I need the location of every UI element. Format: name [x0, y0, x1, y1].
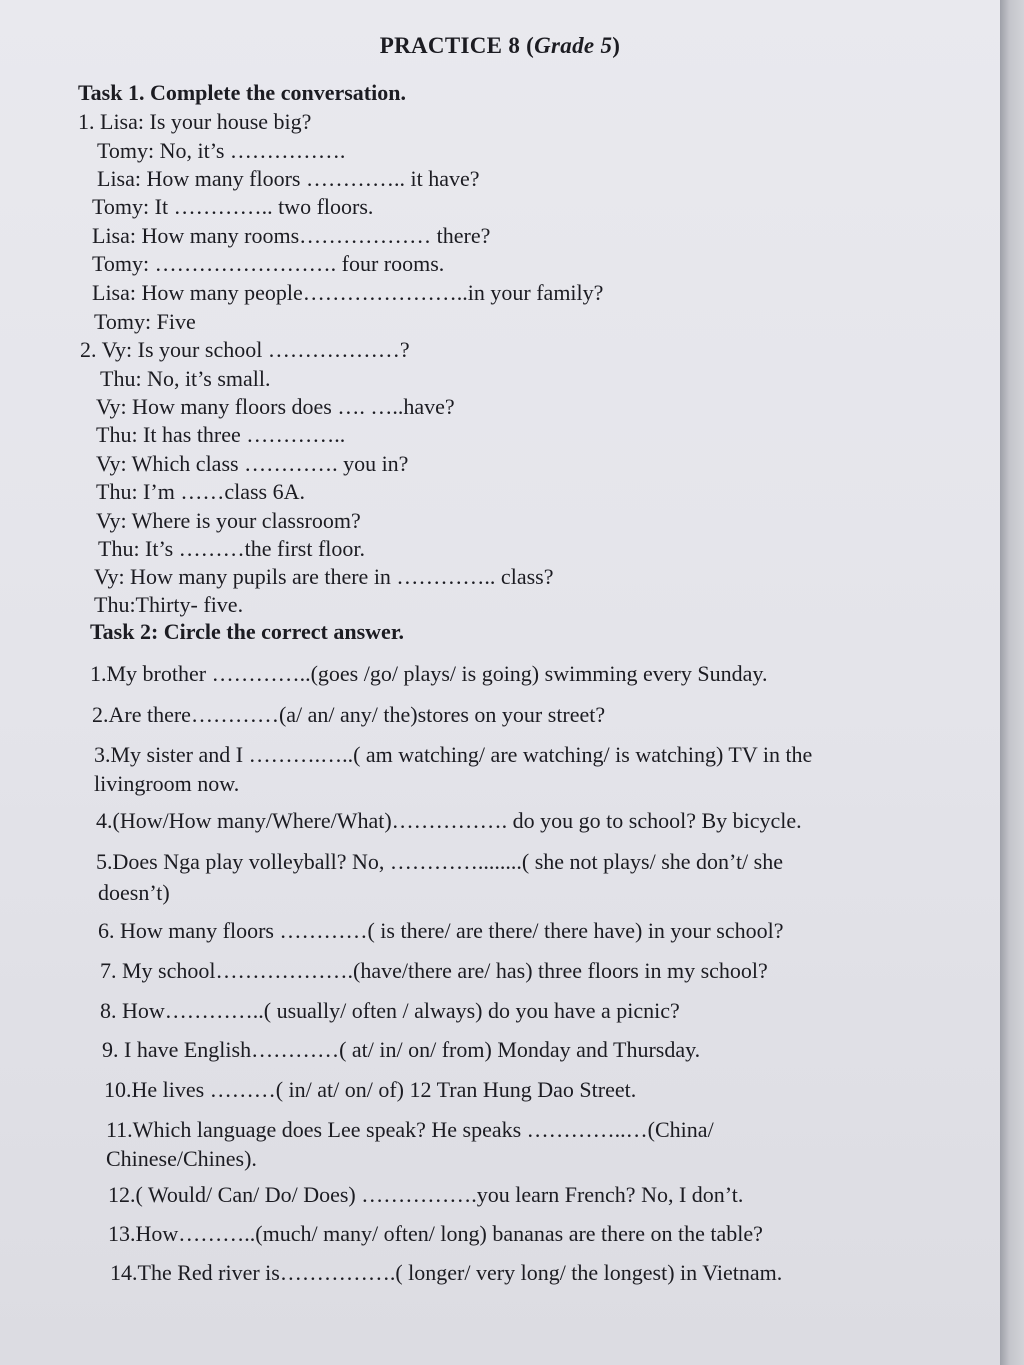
task1-line: Tomy: ……………………. four rooms. [92, 251, 445, 276]
task1-line: Vy: Where is your classroom? [96, 508, 361, 533]
task2-line: 8. How…………..( usually/ often / always) do you have a picnic? [100, 998, 680, 1023]
task1-line: Vy: How many floors does …. …..have? [96, 394, 455, 419]
task2-line: 1.My brother …………..(goes /go/ plays/ is going) swimming every Sunday. [90, 661, 768, 686]
task1-line: Lisa: How many floors ………….. it have? [97, 166, 480, 191]
task1-line: Thu: No, it’s small. [100, 366, 271, 391]
task2-line: 12.( Would/ Can/ Do/ Does) …………….you learn French? No, I don’t. [108, 1182, 744, 1207]
task2-line: 10.He lives ………( in/ at/ on/ of) 12 Tran Hung Dao Street. [104, 1077, 637, 1102]
task2-line: 13.How………..(much/ many/ often/ long) bananas are there on the table? [108, 1221, 763, 1246]
task1-heading: Task 1. Complete the conversation. [78, 80, 406, 105]
task1-line: Thu: I’m ……class 6A. [96, 479, 305, 504]
task2-line: 14.The Red river is…………….( longer/ very long/ the longest) in Vietnam. [110, 1260, 783, 1285]
task2-line: 4.(How/How many/Where/What)……………. do you go to school? By bicycle. [96, 808, 802, 833]
task2-line: 11.Which language does Lee speak? He speaks …………..…(China/ [106, 1117, 714, 1142]
task1-line: Vy: Which class …………. you in? [96, 451, 409, 476]
task2-line: 6. How many floors …………( is there/ are there/ there have) in your school? [98, 918, 784, 943]
task1-line: Lisa: How many people…………………..in your family? [92, 280, 604, 305]
task1-line: Thu: It has three ………….. [96, 422, 346, 447]
task2-line: 2.Are there…………(a/ an/ any/ the)stores on your street? [92, 702, 606, 727]
task2-line: 9. I have English…………( at/ in/ on/ from) Monday and Thursday. [102, 1037, 701, 1062]
table-background [1000, 0, 1024, 1365]
task2-line: 7. My school……………….(have/there are/ has) three floors in my school? [100, 958, 768, 983]
task2-line: doesn’t) [98, 880, 170, 905]
title-text: PRACTICE 8 ( [379, 33, 535, 58]
task1-line: Tomy: Five [94, 309, 196, 334]
task1-line: Tomy: It ………….. two floors. [92, 194, 374, 219]
task1-line: Vy: How many pupils are there in ………….. class? [94, 564, 554, 589]
page-title [0, 33, 1000, 59]
task1-line: Lisa: How many rooms……………… there? [92, 223, 491, 248]
task1-line: Thu: It’s ………the first floor. [98, 536, 366, 561]
task1-line: 1. Lisa: Is your house big? [78, 109, 312, 134]
task2-line: 3.My sister and I ……….…..( am watching/ are watching/ is watching) TV in the [94, 742, 813, 767]
task2-line: 5.Does Nga play volleyball? No, …………........( she not plays/ she don’t/ she [96, 849, 783, 874]
task2-heading: Task 2: Circle the correct answer. [90, 619, 405, 644]
title-grade: Grade 5 [534, 33, 613, 58]
task1-line: Tomy: No, it’s ……………. [97, 138, 346, 163]
task1-line: 2. Vy: Is your school ………………? [80, 337, 410, 362]
task2-line: Chinese/Chines). [106, 1146, 257, 1171]
task2-line: livingroom now. [94, 771, 240, 796]
title-close: ) [612, 33, 621, 58]
task1-line: Thu:Thirty- five. [94, 592, 244, 617]
